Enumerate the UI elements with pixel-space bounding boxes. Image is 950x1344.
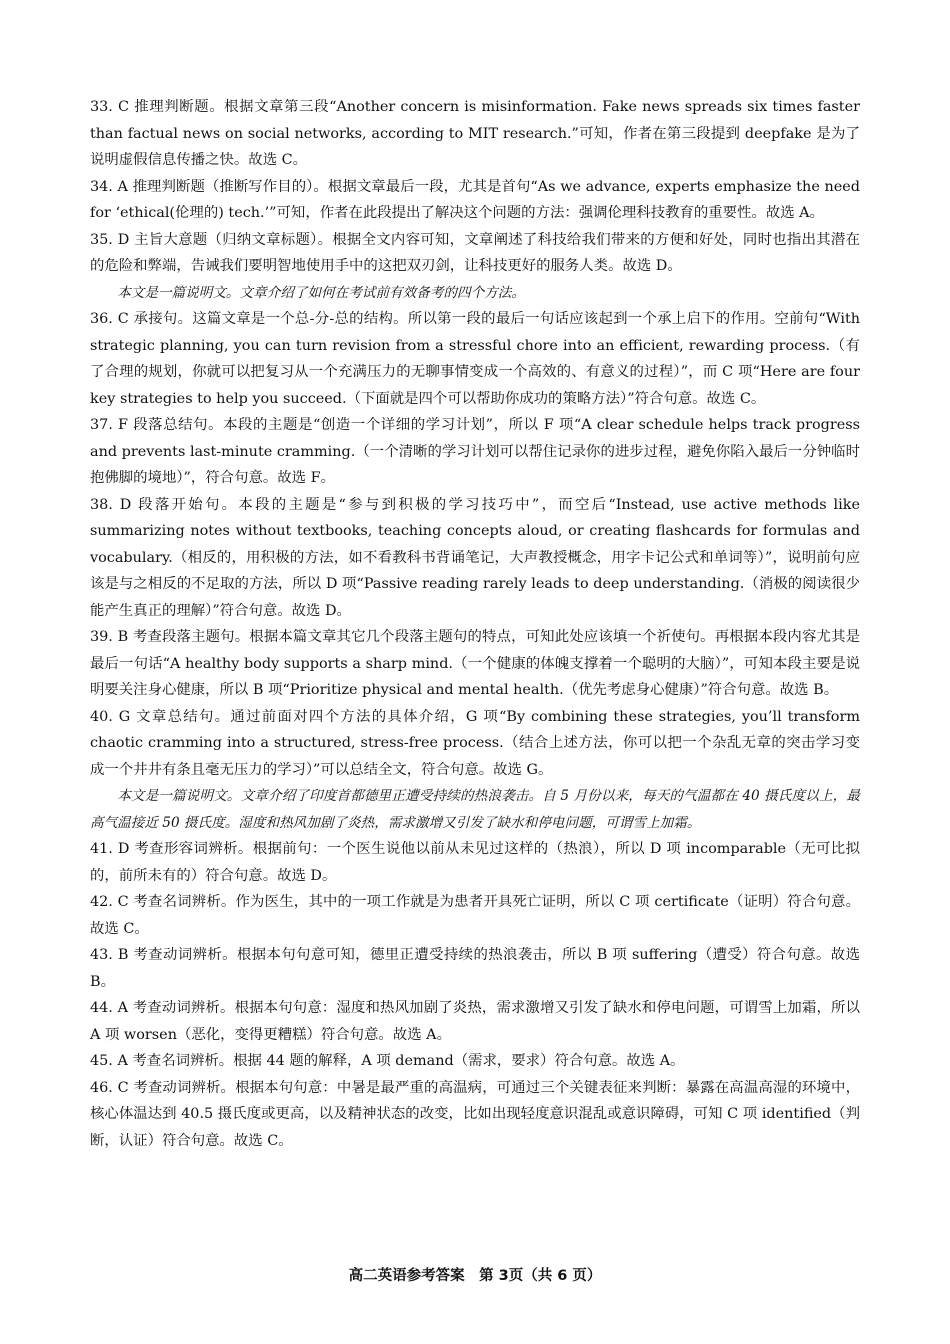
answer-42: 42. C 考查名词辨析。作为医生，其中的一项工作就是为患者开具死亡证明，所以 C 项 certificate（证明）符合句意。故选 C。 [90, 894, 860, 937]
answer-33: 33. C 推理判断题。根据文章第三段“Another concern is misinformation. Fake news spreads six times faster than factual news on social networks, according to MIT research.”可知，作者在第三段提到 deepfake 是为了说明虚假信息传播之快。故选 C。 [90, 99, 860, 168]
answer-39: 39. B 考查段落主题句。根据本篇文章其它几个段落主题句的特点，可知此处应该填一个祈使句。再根据本段内容尤其是最后一句话“A healthy body supports a sharp mind.（一个健康的体魄支撑着一个聪明的大脑）”，可知本段主要是说明要关注身心健康，所以 B 项“Prioritize physical and mental health.（优先考虑身心健康）”符合句意。故选 B。 [90, 629, 860, 698]
answer-44: 44. A 考查动词辨析。根据本句句意：湿度和热风加剧了炎热，需求激增又引发了缺水和停电问题，可谓雪上加霜，所以 A 项 worsen（恶化，变得更糟糕）符合句意。故选 A。 [90, 1000, 860, 1043]
answer-40: 40. G 文章总结句。通过前面对四个方法的具体介绍，G 项“By combining these strategies, you’ll transform chaotic cramming into a structured, stress-free process.（结合上述方法，你可以把一个杂乱无章的突击学习变成一个井井有条且毫无压力的学习）”可以总结全文，符合句意。故选 G。 [90, 708, 860, 778]
answer-36: 36. C 承接句。这篇文章是一个总-分-总的结构。所以第一段的最后一句话应该起到一个承上启下的作用。空前句“With strategic planning, you can turn revision from a stressful chore into an efficient, rewarding process.（有了合理的规划，你就可以把复习从一个充满压力的无聊事情变成一个高效的、有意义的过程）”，而 C 项“Here are four key strategies to help you succeed.（下面就是四个可以帮助你成功的策略方法）”符合句意。故选 C。 [90, 311, 860, 407]
answer-35: 35. D 主旨大意题（归纳文章标题）。根据全文内容可知，文章阐述了科技给我们带来的方便和好处，同时也指出其潜在的危险和弊端，告诫我们要明智地使用手中的这把双刃剑，让科技更好的服务人类。故选 D。 [90, 231, 860, 274]
page-footer: 高二英语参考答案 第 3页（共 6 页） [348, 1268, 602, 1284]
answer-key-content [90, 94, 860, 1154]
answer-34: 34. A 推理判断题（推断写作目的）。根据文章最后一段，尤其是首句“As we advance, experts emphasize the need for ‘ethical(伦理的) tech.’”可知，作者在此段提出了解决这个问题的方法：强调伦理科技教育的重要性。故选 A。 [90, 178, 860, 221]
answer-37: 37. F 段落总结句。本段的主题是“创造一个详细的学习计划”，所以 F 项“A clear schedule helps track progress and prevents last-minute cramming.（一个清晰的学习计划可以帮住记录你的进步过程，避免你陷入最后一分钟临时抱佛脚的境地）”，符合句意。故选 F。 [90, 417, 860, 486]
answer-43: 43. B 考查动词辨析。根据本句句意可知，德里正遭受持续的热浪袭击，所以 B 项 suffering（遭受）符合句意。故选 B。 [90, 947, 860, 990]
answer-45: 45. A 考查名词辨析。根据 44 题的解释，A 项 demand（需求，要求）符合句意。故选 A。 [90, 1053, 685, 1069]
answer-41: 41. D 考查形容词辨析。根据前句：一个医生说他以前从未见过这样的（热浪），所以 D 项 incomparable（无可比拟的，前所未有的）符合句意。故选 D。 [90, 841, 860, 884]
answer-46: 46. C 考查动词辨析。根据本句句意：中暑是最严重的高温病，可通过三个关键表征来判断：暴露在高温高湿的环境中，核心体温达到 40.5 摄氏度或更高，以及精神状态的改变，比如出现轻度意识混乱或意识障碍，可知 C 项 identified（判断，认证）符合句意。故选 C。 [90, 1079, 860, 1149]
answer-38: 38. D 段落开始句。本段的主题是“参与到积极的学习技巧中”，而空后“Instead, use active methods like summarizing notes without textbooks, teaching concepts aloud, or creating flashcards for formulas and vocabulary.（相反的，用积极的方法，如不看教科书背诵笔记，大声教授概念，用字卡记公式和单词等）”，说明前句应该是与之相反的不足取的方法，所以 D 项“Passive reading rarely leads to deep understanding.（消极的阅读很少能产生真正的理解）”符合句意。故选 D。 [90, 496, 860, 619]
passage-summary-study-tips: 本文是一篇说明文。文章介绍了如何在考试前有效备考的四个方法。 [117, 284, 525, 301]
passage-summary-delhi-heatwave: 本文是一篇说明文。文章介绍了印度首都德里正遭受持续的热浪袭击。自 5 月份以来，每天的气温都在 40 摄氏度以上，最高气温接近 50 摄氏度。湿度和热风加剧了炎热，需求激增又引发了缺水和停电问题，可谓雪上加霜。 [90, 788, 860, 831]
